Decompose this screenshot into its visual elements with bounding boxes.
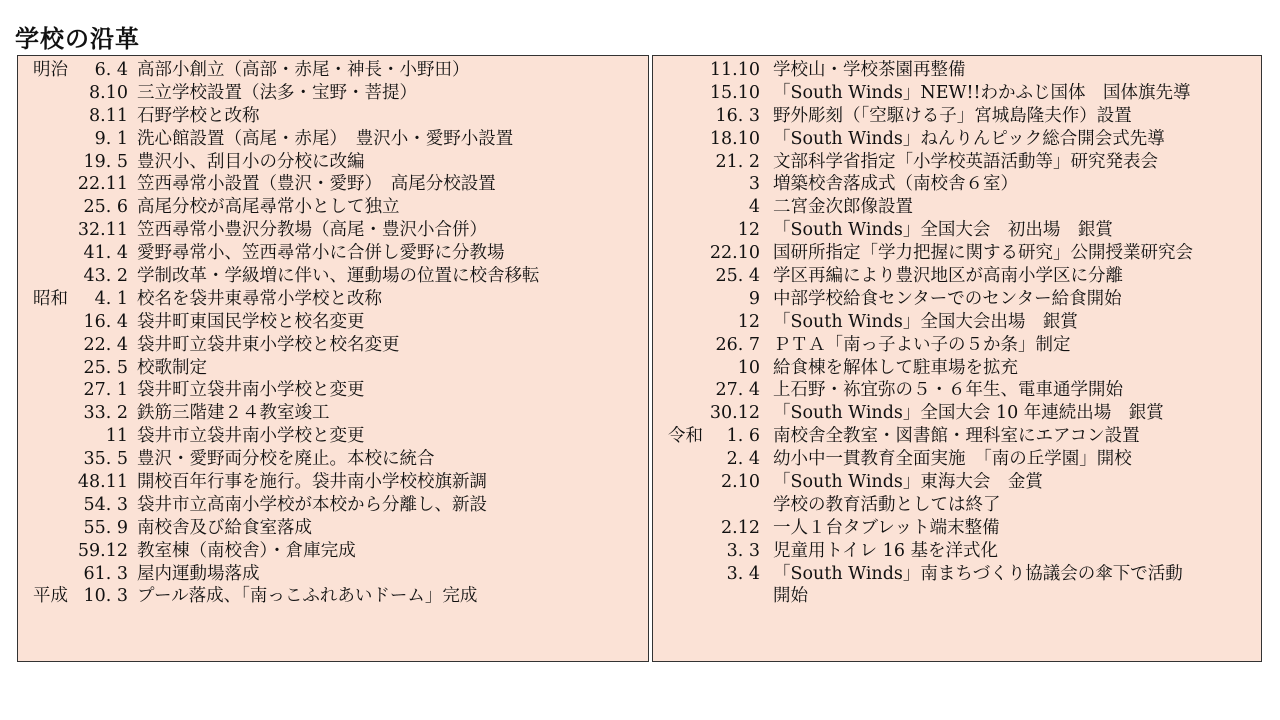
history-row	[653, 196, 1261, 219]
history-date: 2.12	[721, 517, 760, 538]
history-event: 二宮金次郎像設置	[773, 197, 913, 218]
history-date: 59.12	[77, 540, 128, 561]
history-event: 高部小創立（高部・赤尾・神長・小野田）	[137, 60, 470, 80]
history-date: 16. 3	[715, 105, 760, 126]
history-event: 袋井町立袋井東小学校と校名変更	[137, 334, 400, 355]
history-row	[653, 379, 1261, 402]
history-event: 校歌制定	[137, 357, 207, 378]
history-date: 35. 5	[83, 449, 128, 470]
history-row	[18, 563, 648, 586]
history-row	[653, 242, 1261, 265]
history-event: 笠西尋常小設置（豊沢・愛野） 高尾分校設置	[137, 174, 496, 195]
history-date: 32.11	[77, 220, 128, 241]
history-event: 増築校舎落成式（南校舎６室）	[773, 174, 1018, 195]
history-date: 9. 1	[94, 128, 128, 149]
history-row	[18, 471, 648, 494]
history-event: 上石野・袮宜弥の５・６年生、電車通学開始	[773, 380, 1123, 401]
history-date: 3. 4	[726, 563, 760, 584]
history-event: 文部科学省指定「小学校英語活動等」研究発表会	[773, 151, 1158, 172]
history-date: 15.10	[709, 82, 760, 103]
history-row	[653, 540, 1261, 563]
history-date: 8.10	[89, 82, 128, 103]
history-row	[18, 82, 648, 105]
history-event: 豊沢小、刮目小の分校に改編	[137, 151, 365, 172]
history-event: 開始	[773, 586, 808, 607]
history-date: 41. 4	[83, 243, 128, 264]
history-event: 「South Winds」NEW!!わかふじ国体 国体旗先導	[773, 82, 1191, 103]
history-row	[653, 448, 1261, 471]
history-row	[653, 265, 1261, 288]
history-event: 袋井市立袋井南小学校と変更	[137, 426, 365, 447]
history-event: 校名を袋井東尋常小学校と改称	[137, 288, 382, 309]
history-event: 袋井町立袋井南小学校と変更	[137, 380, 365, 401]
history-row	[653, 471, 1261, 494]
history-row	[653, 585, 1261, 608]
history-date: 25. 4	[715, 266, 760, 287]
history-row	[653, 563, 1261, 586]
history-event: 屋内運動場落成	[137, 563, 260, 584]
history-event: 笠西尋常小豊沢分教場（高尾・豊沢小合併）	[137, 220, 487, 241]
history-event: 「South Winds」全国大会 初出場 銀賞	[773, 220, 1113, 241]
history-event: 袋井町東国民学校と校名変更	[137, 311, 365, 332]
history-date: 3	[748, 174, 760, 195]
history-date: 11.10	[709, 60, 760, 80]
history-event: 「South Winds」ねんりんピック総合開会式先導	[773, 128, 1165, 149]
history-date: 21. 2	[715, 151, 760, 172]
page-title: 学校の沿革	[15, 25, 140, 53]
history-event: 「South Winds」東海大会 金賞	[773, 472, 1043, 493]
history-date: 33. 2	[83, 403, 128, 424]
history-row	[18, 288, 648, 311]
history-event: 学校山・学校茶園再整備	[773, 60, 966, 80]
history-table-left	[17, 55, 649, 662]
history-date: 43. 2	[83, 266, 128, 287]
history-row	[18, 540, 648, 563]
history-date: 55. 9	[83, 517, 128, 538]
history-date: 1. 6	[726, 426, 760, 447]
history-row	[18, 242, 648, 265]
history-date: 16. 4	[83, 311, 128, 332]
history-event: 石野学校と改称	[137, 105, 260, 126]
history-date: 22.11	[77, 174, 128, 195]
history-event: 一人１台タブレット端末整備	[773, 517, 1000, 538]
history-date: 22. 4	[83, 334, 128, 355]
history-event: 幼小中一貫教育全面実施 「南の丘学園」開校	[773, 449, 1132, 470]
history-date: 4	[748, 197, 760, 218]
history-row	[653, 402, 1261, 425]
history-date: 3. 3	[726, 540, 760, 561]
history-date: 10. 3	[83, 586, 128, 607]
history-date: 11	[105, 426, 128, 447]
history-date: 6. 4	[94, 60, 128, 80]
history-row	[18, 311, 648, 334]
history-row	[653, 334, 1261, 357]
history-date: 18.10	[709, 128, 760, 149]
history-event: 野外彫刻（「空駆ける子」宮城島隆夫作）設置	[773, 105, 1132, 126]
history-row	[18, 517, 648, 540]
history-row	[18, 105, 648, 128]
history-event: 「South Winds」全国大会出場 銀賞	[773, 311, 1078, 332]
history-row	[18, 334, 648, 357]
history-row	[18, 151, 648, 174]
history-date: 27. 4	[715, 380, 760, 401]
history-event: 「South Winds」全国大会 10 年連続出場 銀賞	[773, 403, 1164, 424]
history-date: 12	[737, 220, 760, 241]
history-date: 25. 5	[83, 357, 128, 378]
history-date: 10	[737, 357, 760, 378]
history-event: 児童用トイレ 16 基を洋式化	[773, 540, 999, 561]
history-date: 4. 1	[94, 288, 128, 309]
history-row	[18, 59, 648, 82]
history-era: 令和	[668, 426, 703, 447]
history-event: 教室棟（南校舎）・倉庫完成	[137, 540, 356, 561]
history-row	[18, 173, 648, 196]
history-date: 9	[748, 288, 760, 309]
history-row	[653, 59, 1261, 82]
history-row	[653, 173, 1261, 196]
history-date: 26. 7	[715, 334, 760, 355]
history-date: 48.11	[77, 472, 128, 493]
history-event: プール落成、「南っこふれあいドーム」完成	[137, 586, 478, 607]
history-event: 豊沢・愛野両分校を廃止。本校に統合	[137, 449, 435, 470]
history-row	[18, 448, 648, 471]
history-event: 学制改革・学級増に伴い、運動場の位置に校舎移転	[137, 266, 540, 287]
history-event: 学区再編により豊沢地区が高南小学区に分離	[773, 266, 1123, 287]
history-date: 8.11	[89, 105, 128, 126]
history-row	[18, 265, 648, 288]
history-row	[18, 196, 648, 219]
history-row	[18, 219, 648, 242]
history-date: 19. 5	[83, 151, 128, 172]
history-era: 昭和	[33, 288, 68, 309]
history-table-right	[652, 55, 1262, 662]
history-event: 「South Winds」南まちづくり協議会の傘下で活動	[773, 563, 1183, 584]
history-event: 愛野尋常小、笠西尋常小に合併し愛野に分教場	[137, 243, 505, 264]
history-event: 鉄筋三階建２４教室竣工	[137, 403, 330, 424]
history-row	[18, 425, 648, 448]
history-event: 学校の教育活動としては終了	[773, 494, 1001, 515]
history-row	[18, 357, 648, 380]
history-row	[653, 105, 1261, 128]
history-row	[653, 219, 1261, 242]
history-row	[18, 379, 648, 402]
history-date: 27. 1	[83, 380, 128, 401]
history-date: 30.12	[709, 403, 760, 424]
history-row	[18, 128, 648, 151]
history-event: 南校舎及び給食室落成	[137, 517, 312, 538]
history-date: 61. 3	[83, 563, 128, 584]
history-era: 明治	[33, 60, 68, 80]
history-row	[653, 357, 1261, 380]
history-event: 洗心館設置（高尾・赤尾） 豊沢小・愛野小設置	[137, 128, 514, 149]
history-event: ＰＴＡ「南っ子よい子の５か条」制定	[773, 334, 1071, 355]
history-row	[653, 288, 1261, 311]
history-date: 12	[737, 311, 760, 332]
history-row	[18, 402, 648, 425]
history-date: 54. 3	[83, 494, 128, 515]
history-date: 2.10	[721, 472, 760, 493]
history-row	[18, 494, 648, 517]
history-date: 22.10	[709, 243, 760, 264]
history-row	[653, 128, 1261, 151]
history-event: 開校百年行事を施行。袋井南小学校校旗新調	[137, 472, 487, 493]
history-event: 高尾分校が高尾尋常小として独立	[137, 197, 400, 218]
history-event: 国研所指定「学力把握に関する研究」公開授業研究会	[773, 243, 1193, 264]
history-row	[653, 517, 1261, 540]
history-event: 袋井市立高南小学校が本校から分離し、新設	[137, 494, 487, 515]
history-row	[653, 82, 1261, 105]
history-row	[653, 311, 1261, 334]
history-date: 25. 6	[83, 197, 128, 218]
history-row	[653, 494, 1261, 517]
history-row	[18, 585, 648, 608]
history-event: 三立学校設置（法多・宝野・菩提）	[137, 82, 417, 103]
history-row	[653, 151, 1261, 174]
history-event: 中部学校給食センターでのセンター給食開始	[773, 288, 1122, 309]
history-row	[653, 425, 1261, 448]
history-date: 2. 4	[726, 449, 760, 470]
history-event: 南校舎全教室・図書館・理科室にエアコン設置	[773, 426, 1140, 447]
history-event: 給食棟を解体して駐車場を拡充	[773, 357, 1018, 378]
history-era: 平成	[33, 586, 68, 607]
